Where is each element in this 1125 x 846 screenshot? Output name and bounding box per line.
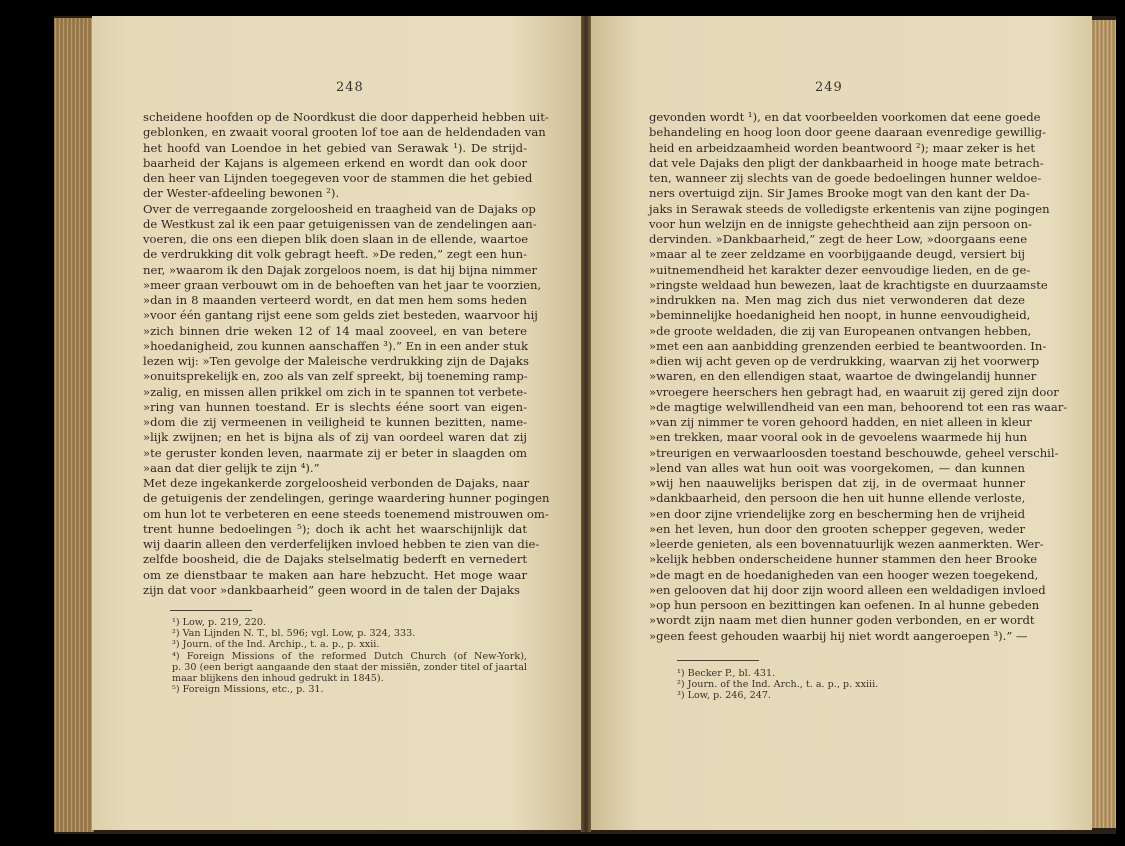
text-line: »ringste weldaad hun bewezen, laat de krachtigste en duurzaamste: [649, 277, 1048, 292]
left-footnote-rule: [170, 610, 252, 611]
text-line: wij daarin alleen den verderfelijken invloed hebben te zien van die-: [143, 537, 540, 551]
text-line: den heer van Lijnden toegegeven voor de stammen die het gebied: [143, 171, 533, 185]
text-line: »wij hen naauwelijks berispen dat zij, in de overmaat hunner: [649, 476, 1025, 490]
text-line: »dom die zij vermeenen in veiligheid te kunnen bezitten, name-: [143, 415, 527, 429]
book-gutter: [581, 16, 591, 832]
text-line: »wordt zijn naam met dien hunner goden verbonden, en er wordt: [649, 613, 1035, 628]
text-line: »hoedanigheid, zou kunnen aanschaffen ³).” En in een ander stuk: [143, 338, 529, 353]
text-line: »met een aan aanbidding grenzenden eerbied te beantwoorden. In-: [649, 338, 1047, 353]
text-line: baarheid der Kajans is algemeen erkend en wordt dan ook door: [143, 155, 527, 170]
text-line: de verdrukking dit volk gebragt heeft. »De reden,” zegt een hun-: [143, 247, 527, 262]
text-line: ners overtuigd zijn. Sir James Brooke mogt van den kant der Da-: [649, 186, 1030, 201]
text-line: voeren, die ons een diepen blik doen slaan in de ellende, waartoe: [143, 232, 529, 246]
text-line: trent hunne bedoelingen ⁵); doch ik acht het waarschijnlijk dat: [143, 521, 527, 536]
text-line: om ze dienstbaar te maken aan hare hebzucht. Het moge waar: [143, 567, 527, 582]
text-line: »onuitsprekelijk en, zoo als van zelf spreekt, bij toeneming ramp-: [143, 369, 528, 384]
text-line: scheidene hoofden op de Noordkust die door dapperheid hebben uit-: [143, 110, 549, 124]
text-line: behandeling en hoog loon door geene daaraan evenredige gewillig-: [649, 125, 1046, 140]
right-footnotes: [677, 668, 977, 702]
text-line: »de magtige welwillendheid van een man, behoorend tot een ras waar-: [649, 399, 1068, 414]
text-line: »en trekken, maar vooral ook in de gevoelens waarmede hij hun: [649, 430, 1028, 445]
footnote: p. 30 (een berigt aangaande den staat der missiën, zonder titel of jaartal: [172, 661, 527, 673]
text-line: om hun lot te verbeteren en eene steeds toenemend mistrouwen om-: [143, 506, 549, 521]
text-line: »de magt en de hoedanigheden van een hooger wezen toegekend,: [649, 567, 1039, 582]
footnote: ¹) Low, p. 219, 220.: [172, 617, 266, 628]
text-line: »en gelooven dat hij door zijn woord alleen een weldadigen invloed: [649, 582, 1046, 597]
text-line: jaks in Serawak steeds de volledigste erkentenis van zijne pogingen: [649, 201, 1050, 216]
text-line: »waren, en den ellendigen staat, waartoe de dwingelandij hunner: [649, 369, 1037, 384]
text-line: »van zij nimmer te voren gehoord hadden, en niet alleen in kleur: [649, 415, 1032, 429]
text-line: »uitnemendheid het karakter dezer eenvoudige lieden, en de ge-: [649, 262, 1031, 277]
text-line: »ring van hunnen toestand. Er is slechts ééne soort van eigen-: [143, 399, 527, 414]
text-line: »geen feest gehouden waarbij hij niet wordt aangeroepen ³).” —: [649, 628, 1028, 643]
left-page-number: 248: [336, 80, 364, 95]
text-line: »meer graan verbouwt om in de behoeften van het jaar te voorzien,: [143, 277, 542, 292]
text-line: gevonden wordt ¹), en dat voorbeelden voorkomen dat eene goede: [649, 110, 1041, 124]
text-line: de Westkust zal ik een paar getuigenissen van de zendelingen aan-: [143, 216, 537, 231]
text-line: het hoofd van Loendoe in het gebied van Serawak ¹). De strijd-: [143, 140, 527, 155]
right-footnote-rule: [677, 660, 759, 661]
text-line: Over de verregaande zorgeloosheid en traagheid van de Dajaks op: [143, 201, 536, 216]
text-line: Met deze ingekankerde zorgeloosheid verbonden de Dajaks, naar: [143, 476, 530, 490]
left-page-body-text: [143, 110, 550, 598]
footnote: ²) Van Lijnden N. T., bl. 596; vgl. Low, p. 324, 333.: [172, 628, 416, 640]
text-line: »zich binnen drie weken 12 of 14 maal zooveel, en van betere: [143, 323, 527, 338]
text-line: zijn dat voor »dankbaarheid” geen woord in de talen der Dajaks: [143, 582, 520, 597]
text-line: »en door zijne vriendelijke zorg en bescherming hen de vrijheid: [649, 506, 1026, 521]
text-line: »de groote weldaden, die zij van Europeanen ontvangen hebben,: [649, 323, 1032, 338]
text-line: zelfde boosheid, die de Dajaks stelselmatig bederft en vernedert: [143, 552, 527, 567]
text-line: »te geruster konden leven, naarmate zij er beter in slaagden om: [143, 445, 527, 460]
text-line: de getuigenis der zendelingen, geringe waardering hunner pogingen: [143, 491, 550, 506]
text-line: der Wester-afdeeling bewonen ²).: [143, 186, 340, 201]
footnote: ¹) Becker P., bl. 431.: [677, 668, 776, 679]
text-line: »treurigen en verwaarloosden toestand beschouwde, geheel verschil-: [649, 445, 1059, 460]
text-line: »dankbaarheid, den persoon die hen uit hunne ellende verloste,: [649, 491, 1026, 506]
text-line: geblonken, en zwaait vooral grooten lof toe aan de heldendaden van: [143, 125, 546, 140]
footnote: ³) Low, p. 246, 247.: [677, 690, 771, 702]
text-line: ner, »waarom ik den Dajak zorgeloos noem, is dat hij bijna nimmer: [143, 262, 538, 277]
right-page-stack-edge: [1090, 20, 1116, 828]
footnote: ⁵) Foreign Missions, etc., p. 31.: [172, 684, 324, 696]
footnote: ²) Journ. of the Ind. Arch., t. a. p., p. xxiii.: [677, 679, 879, 691]
text-line: lezen wij: »Ten gevolge der Maleische verdrukking zijn de Dajaks: [143, 354, 529, 368]
text-line: »indrukken na. Men mag zich dus niet verwonderen dat deze: [649, 293, 1025, 307]
left-page-stack-edge: [54, 18, 94, 832]
right-page-body-text: [649, 110, 1068, 644]
text-line: »lijk zwijnen; en het is bijna als of zij van oordeel waren dat zij: [143, 430, 527, 445]
text-line: dat vele Dajaks den pligt der dankbaarheid in hooge mate betrach-: [649, 155, 1044, 170]
text-line: voor hun welzijn en de innigste gehechtheid aan zijn persoon on-: [649, 216, 1032, 231]
text-line: »en het leven, hun door den grooten schepper gegeven, weder: [649, 521, 1025, 536]
text-line: »op hun persoon en bezittingen kan oefenen. In al hunne gebeden: [649, 598, 1040, 612]
text-line: »voor één gantang rijst eene som gelds ziet besteden, waarvoor hij: [143, 308, 538, 323]
footnote: ⁴) Foreign Missions of the reformed Dutch Church (of New-York),: [172, 650, 527, 662]
text-line: »maar al te zeer zeldzame en voorbijgaande deugd, versiert bij: [649, 247, 1025, 262]
footnote: maar blijkens den inhoud gedrukt in 1845).: [172, 673, 384, 685]
text-line: »vroegere heerschers hen gebragt had, en waaruit zij gered zijn door: [649, 384, 1059, 399]
text-line: »kelijk hebben onderscheidene hunner stammen den heer Brooke: [649, 552, 1038, 567]
text-line: »zalig, en missen allen prikkel om zich in te spannen tot verbete-: [143, 384, 527, 399]
text-line: »beminnelijke hoedanigheid hen noopt, in hunne eenvoudigheid,: [649, 308, 1031, 323]
text-line: »aan dat dier gelijk te zijn ⁴).”: [143, 460, 320, 475]
text-line: ten, wanneer zij slechts van de goede bedoelingen hunner weldoe-: [649, 171, 1042, 185]
text-line: dervinden. »Dankbaarheid,” zegt de heer Low, »doorgaans eene: [649, 232, 1028, 246]
footnote: ³) Journ. of the Ind. Archip., t. a. p., p. xxii.: [172, 639, 380, 651]
text-line: heid en arbeidzaamheid worden beantwoord ²); maar zeker is het: [649, 140, 1036, 155]
right-page-number: 249: [815, 80, 843, 95]
text-line: »lend van alles wat hun ooit was voorgekomen, — dan kunnen: [649, 460, 1025, 475]
text-line: »dien wij acht geven op de verdrukking, waarvan zij het voorwerp: [649, 354, 1040, 368]
text-line: »dan in 8 maanden verteerd wordt, en dat men hem soms heden: [143, 293, 527, 307]
text-line: »leerde genieten, als een bovennatuurlijk wezen aanmerkten. Wer-: [649, 537, 1044, 551]
left-footnotes: [172, 617, 527, 695]
